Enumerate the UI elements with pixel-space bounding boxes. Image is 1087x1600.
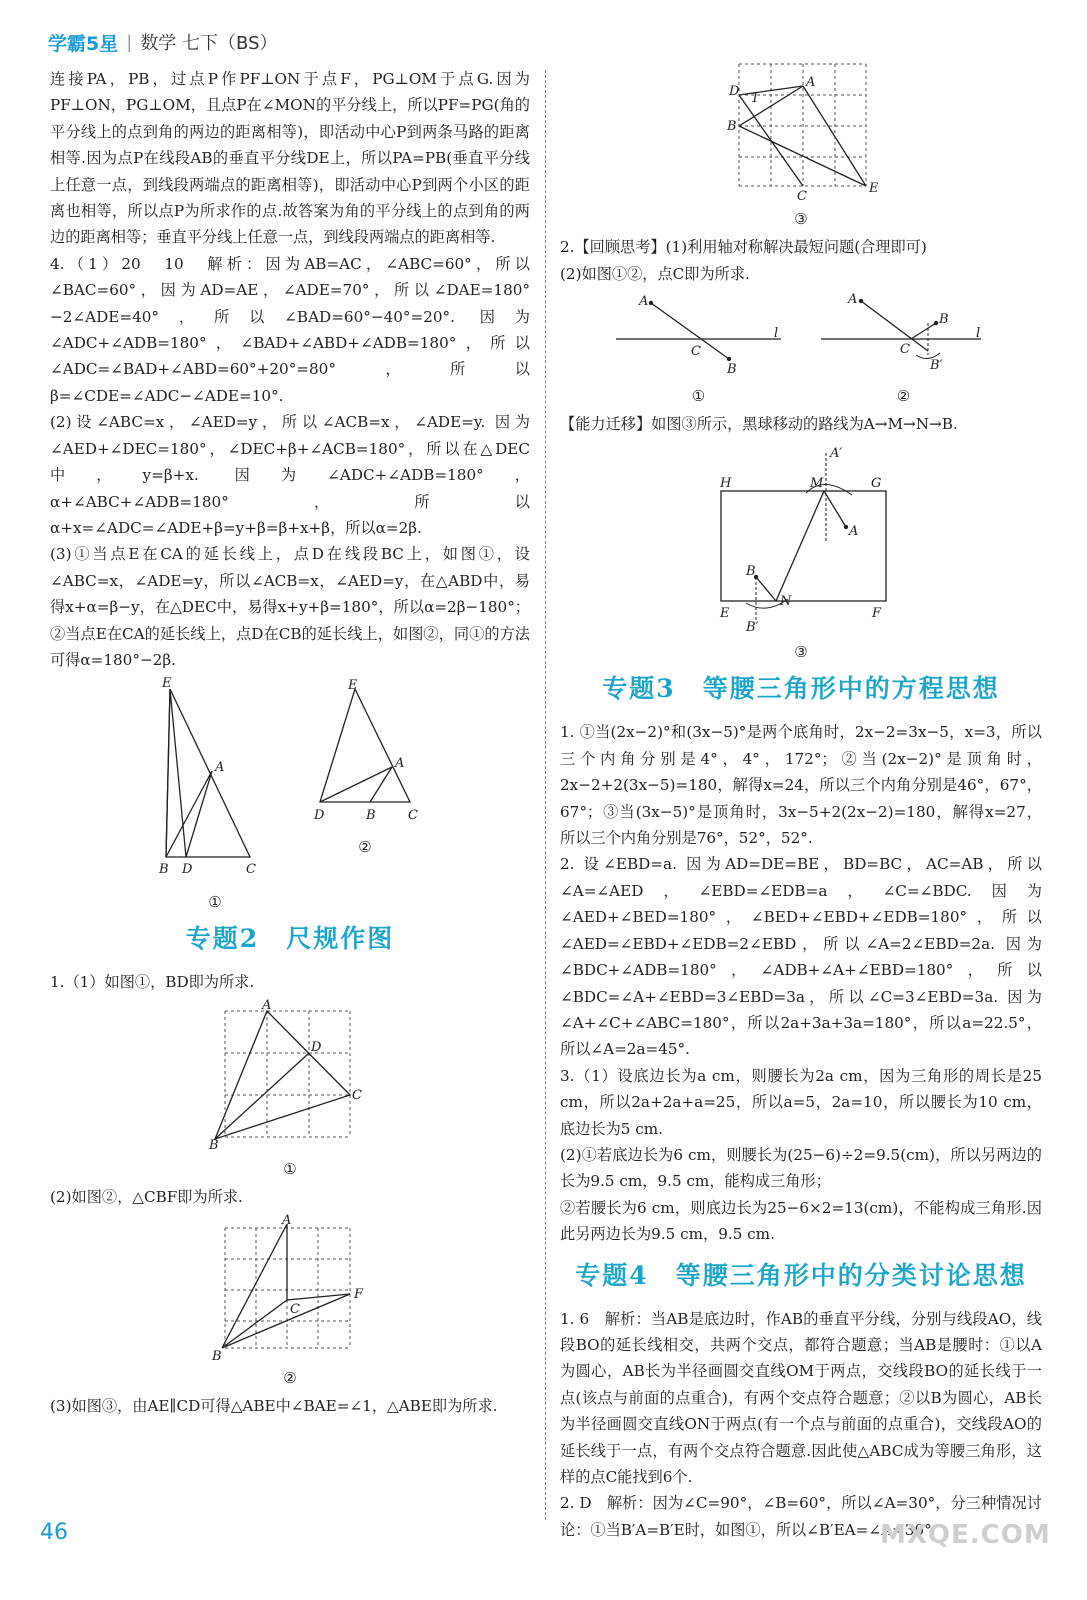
svg-text:A: A [849, 524, 859, 540]
svg-text:E: E [720, 606, 730, 622]
paragraph: (2)如图②，△CBF即为所求. [50, 1187, 243, 1206]
page-number: 46 [40, 1520, 68, 1545]
brand-logo: 学霸5星 [48, 32, 119, 55]
svg-text:B: B [159, 862, 169, 878]
grid-figure-3-wrap [560, 62, 1042, 228]
paragraph: ②若腰长为6 cm，则底边长为25−6×2=13(cm)，不能构成三角形.因此另两边长为9.5 cm，9.5 cm. [560, 1198, 1042, 1244]
paragraph: 【能力迁移】如图③所示，黑球移动的路线为A→M→N→B. [560, 414, 958, 433]
svg-text:A: A [395, 756, 405, 772]
left-column [50, 66, 530, 1420]
svg-text:B: B [727, 119, 737, 134]
svg-text:D: D [311, 1040, 322, 1056]
grid-diagram-2 [210, 1212, 370, 1364]
svg-text:A: A [215, 760, 225, 776]
svg-text:B: B [939, 312, 949, 328]
figure-label: ② [283, 1369, 297, 1388]
svg-text:B: B [366, 808, 376, 824]
grid-diagram-1 [209, 998, 370, 1154]
rect-figure-wrap [560, 443, 1042, 661]
svg-text:A: A [639, 294, 649, 310]
svg-text:D: D [182, 862, 193, 878]
figure-2 [310, 679, 420, 910]
svg-text:F: F [354, 1286, 364, 1302]
paragraph: 1.（1）如图①，BD即为所求. [50, 972, 255, 991]
figure-label: ① [283, 1159, 297, 1178]
paragraph: 连接PA，PB，过点P作PF⊥ON于点F，PG⊥OM于点G.因为PF⊥ON，PG⊥OM，且点P在∠MON的平分线上，所以PF=PG(角的平分线上的点到角的两边的距离相等)，即活动中心P到两条马路的距离相等.因为点P在线段AB的垂直平分线DE上，所以PA=PB(垂直平分线上任意一点，到线段两端点的距离相等)，即活动中心P到两个小区的距离也相等，所以点P为所求作的点.故答案为角的平分线上的点到角的两边的距离相等；垂直平分线上任意一点，到线段两端点的距离相等. [50, 70, 530, 247]
rect-figure [706, 443, 896, 661]
paragraph: (3)如图③，由AE∥CD可得△ABE中∠BAE=∠1，△ABE即为所求. [50, 1397, 498, 1416]
paragraph: (2)设∠ABC=x，∠AED=y，所以∠ACB=x，∠ADE=y. 因为∠AED+∠DEC=180°，∠DEC+β+∠ACB=180°，所以在△DEC中，y=β+x. 因为∠ADC+∠ADB=180°，α+∠ABC+∠ADB=180°，所以α+x=∠ADC=∠ADE+β=y+β=β+x+β，所以α=2β. [50, 413, 530, 537]
svg-text:C: C [290, 1301, 300, 1317]
figure-label: ① [208, 892, 222, 911]
paragraph: 2.【回顾思考】(1)利用轴对称解决最短问题(合理即可) [560, 238, 927, 257]
svg-text:E: E [348, 678, 358, 694]
line-figure-1 [611, 293, 786, 404]
page-header [48, 28, 278, 56]
paragraph: 2. 设∠EBD=a. 因为AD=DE=BE，BD=BC，AC=AB，所以∠A=∠AED，∠EBD=∠EDB=a，∠C=∠BDC.因为∠AED+∠BED=180°，∠BED+∠EBD+∠EDB=180°，所以∠AED=∠EBD+∠EDB=2∠EBD，所以∠A=2∠EBD=2a. 因为∠BDC+∠ADB=180°，∠ADB+∠A+∠EBD=180°，所以∠BDC=∠A+∠EBD=3∠EBD=3a，所以∠C=3∠EBD=3a. 因为∠A+∠C+∠ABC=180°，所以2a+3a+3a=180°，所以a=22.5°，所以∠A=2a=45°. [560, 855, 1042, 1059]
svg-text:B′: B′ [746, 620, 759, 636]
paragraph: 4.（1）20 10 解析：因为AB=AC，∠ABC=60°，所以∠BAC=60°，因为AD=AE，∠ADE=70°，所以∠DAE=180°−2∠ADE=40°，所以∠BAD=60°−40°=20°. 因为∠ADC+∠ADB=180°，∠BAD+∠ABD+∠ADB=180°，所以∠ADC=∠BAD+∠ABD=60°+20°=80°，所以β=∠CDE=∠ADC−∠ADE=10°. [50, 254, 530, 405]
figure-label: ② [358, 837, 372, 856]
svg-text:N: N [780, 594, 792, 610]
header-separator: | [126, 31, 133, 53]
paragraph: 1. 6 解析：当AB是底边时，作AB的垂直平分线，分别与线段AO，线段BO的延长线相交，共两个交点，都符合题意；当AB是腰时：①以A为圆心，AB长为半径画圆交直线OM于两点，交线段BO的延长线于一点(该点与前面的点重合)，有两个交点符合题意；②以B为圆心，AB长为半径画圆交直线ON于两点(有一个点与前面的点重合)，交线段AO的延长线于一点，有两个交点符合题意.因此使△ABC成为等腰三角形，这样的点C能找到6个. [560, 1309, 1042, 1486]
svg-text:B: B [212, 1348, 222, 1364]
svg-text:B: B [727, 362, 737, 378]
figure-label: ③ [794, 210, 808, 229]
svg-text:A′: A′ [830, 446, 843, 462]
paragraph: (3)①当点E在CA的延长线上，点D在线段BC上，如图①，设∠ABC=x，∠ADE=y，所以∠ACB=x，∠AED=y，在△ABD中，易得x+α=β−y，在△DEC中，易得x+y+β=180°，所以α=2β−180°；②当点E在CA的延长线上，点D在CB的延长线上，如图②，同①的方法可得α=180°−2β. [50, 545, 530, 669]
svg-text:C: C [797, 189, 807, 204]
svg-text:H: H [720, 476, 732, 492]
svg-text:A: A [262, 998, 272, 1014]
svg-text:C: C [900, 342, 910, 358]
svg-text:D: D [729, 84, 740, 99]
triangle-figure-1 [159, 676, 270, 884]
subject-label: 数学 七下（BS） [140, 33, 278, 54]
svg-text:B′: B′ [930, 358, 943, 374]
figure-label: ③ [794, 643, 808, 662]
svg-text:A: A [806, 75, 816, 90]
grid-diagram-3 [721, 62, 881, 202]
right-column [560, 66, 1042, 1543]
grid-figure-2 [210, 1212, 370, 1388]
grid-figure-2-wrap [50, 1212, 530, 1388]
section-4-title: 专题4 等腰三角形中的分类讨论思想 [575, 1260, 1027, 1290]
grid-figure-3 [721, 62, 881, 228]
figure-label: ② [896, 386, 911, 405]
grid-figure-1 [209, 998, 370, 1178]
svg-text:M: M [810, 476, 824, 492]
svg-text:C: C [691, 344, 701, 360]
svg-text:B: B [746, 564, 756, 580]
svg-text:C: C [246, 862, 256, 878]
paragraph: 3.（1）设底边长为a cm，则腰长为2a cm，因为三角形的周长是25 cm，所以2a+2a+a=25，所以a=5，2a=10，所以腰长为10 cm，底边长为5 cm. [560, 1066, 1042, 1138]
paragraph: 1. ①当(2x−2)°和(3x−5)°是两个底角时，2x−2=3x−5，x=3，所以三个内角分别是4°，4°，172°；②当(2x−2)°是顶角时，2x−2+2(3x−5)=180，解得x=24，所以三个内角分别是46°，67°，67°；③当(3x−5)°是顶角时，3x−5+2(2x−2)=180，解得x=27，所以三个内角分别是76°，52°，52°. [560, 723, 1042, 848]
paragraph: 2. D 解析：因为∠C=90°，∠B=60°，所以∠A=30°，分三种情况讨论：①当B′A=B′E时，如图①，所以∠B′EA=∠A=30° [560, 1494, 1042, 1539]
svg-text:l: l [976, 326, 981, 342]
paragraph: (2)如图①②，点C即为所求. [560, 264, 750, 283]
svg-text:1: 1 [751, 91, 760, 106]
section-3-title: 专题3 等腰三角形中的方程思想 [602, 674, 1000, 704]
paragraph: (2)①若底边长为6 cm，则腰长为(25−6)÷2=9.5(cm)，所以另两边的长为9.5 cm，9.5 cm，能构成三角形； [560, 1145, 1042, 1191]
svg-text:B: B [209, 1138, 219, 1154]
watermark: MXQE.COM [880, 1520, 1051, 1550]
svg-text:F: F [872, 606, 882, 622]
figure-label: ① [691, 386, 706, 405]
line-figures [560, 293, 1042, 404]
section-2-title: 专题2 尺规作图 [185, 923, 395, 953]
svg-text:E: E [162, 676, 172, 692]
svg-text:C: C [408, 808, 418, 824]
svg-text:C: C [352, 1088, 362, 1104]
grid-figure-1-wrap [50, 998, 530, 1178]
column-divider [545, 70, 546, 1520]
reflection-diagram-2 [816, 293, 991, 378]
line-figure-2 [816, 293, 991, 404]
svg-text:E: E [869, 181, 879, 196]
triangle-figure-2 [310, 679, 420, 829]
svg-text:G: G [871, 476, 882, 492]
triangle-figures [50, 676, 530, 911]
svg-text:A: A [848, 292, 858, 308]
svg-text:l: l [774, 326, 779, 342]
figure-1 [159, 676, 270, 911]
reflection-diagram-1 [611, 293, 786, 378]
billiard-diagram [706, 443, 896, 635]
svg-text:A: A [282, 1212, 292, 1228]
svg-text:D: D [314, 808, 325, 824]
